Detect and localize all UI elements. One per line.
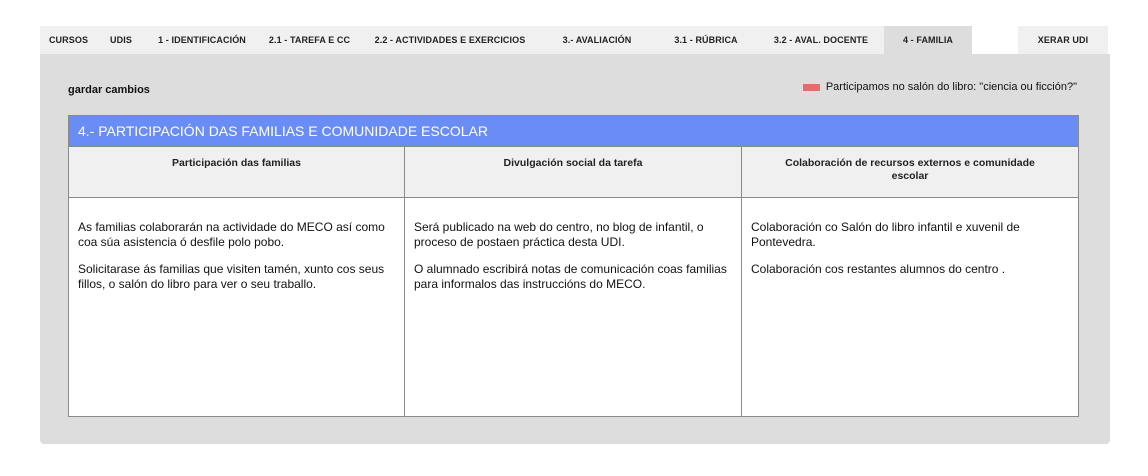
cell-paragraph: Será publicado na web do centro, no blog de infantil, o proceso de postaen práctica desta UDI. (414, 220, 704, 249)
tab-tarefa-cc[interactable]: 2.1 - TAREFA E CC (259, 26, 360, 54)
content-panel (40, 54, 1110, 444)
cell-paragraph: Solicitarase ás familias que visiten tamén, xunto cos seus fillos, o salón do libro para ver o seu traballo. (78, 262, 385, 291)
table-header-row (69, 147, 1078, 198)
table-body-row (69, 198, 1078, 416)
tab-familia[interactable]: 4 - FAMILIA (884, 26, 972, 54)
participation-table (68, 115, 1079, 417)
legend-text: Participamos no salón do libro: "ciencia ou ficción?" (825, 81, 1077, 93)
column-header-colaboracion: Colaboración de recursos externos e comunidade escolar (742, 147, 1078, 198)
tab-avaliacion[interactable]: 3.- AVALIACIÓN (540, 26, 654, 54)
tab-udis[interactable]: UDIS (97, 26, 145, 54)
cell-divulgacion-social[interactable] (405, 198, 742, 416)
tab-aval-docente[interactable]: 3.2 - AVAL. DOCENTE (758, 26, 884, 54)
tab-identificacion[interactable]: 1 - IDENTIFICACIÓN (145, 26, 259, 54)
cell-participacion-familias[interactable] (69, 198, 405, 416)
cell-paragraph: As familias colaborarán na actividade do MECO así como coa súa asistencia ó desfile polo pobo. (78, 220, 385, 249)
column-header-divulgacion: Divulgación social da tarefa (405, 147, 742, 198)
save-changes-link[interactable]: gardar cambios (68, 84, 150, 96)
legend (803, 81, 1077, 93)
column-header-familias: Participación das familias (69, 147, 405, 198)
tab-cursos[interactable]: CURSOS (40, 26, 97, 54)
cell-paragraph: Colaboración cos restantes alumnos do centro . (751, 262, 1006, 276)
cell-paragraph: Colaboración co Salón do libro infantil e xuvenil de Pontevedra. (751, 220, 1020, 249)
tab-xerar-udi[interactable]: XERAR UDI (1018, 26, 1108, 54)
cell-colaboracion-recursos[interactable] (742, 198, 1078, 416)
cell-paragraph: O alumnado escribirá notas de comunicación coas familias para informalos das instruccións do MECO. (414, 262, 727, 291)
section-title: 4.- PARTICIPACIÓN DAS FAMILIAS E COMUNIDADE ESCOLAR (69, 116, 1078, 147)
tab-rubrica[interactable]: 3.1 - RÚBRICA (654, 26, 758, 54)
tab-bar (40, 26, 1108, 54)
tab-actividades-exercicios[interactable]: 2.2 - ACTIVIDADES E EXERCICIOS (360, 26, 540, 54)
legend-color-swatch (803, 84, 820, 91)
